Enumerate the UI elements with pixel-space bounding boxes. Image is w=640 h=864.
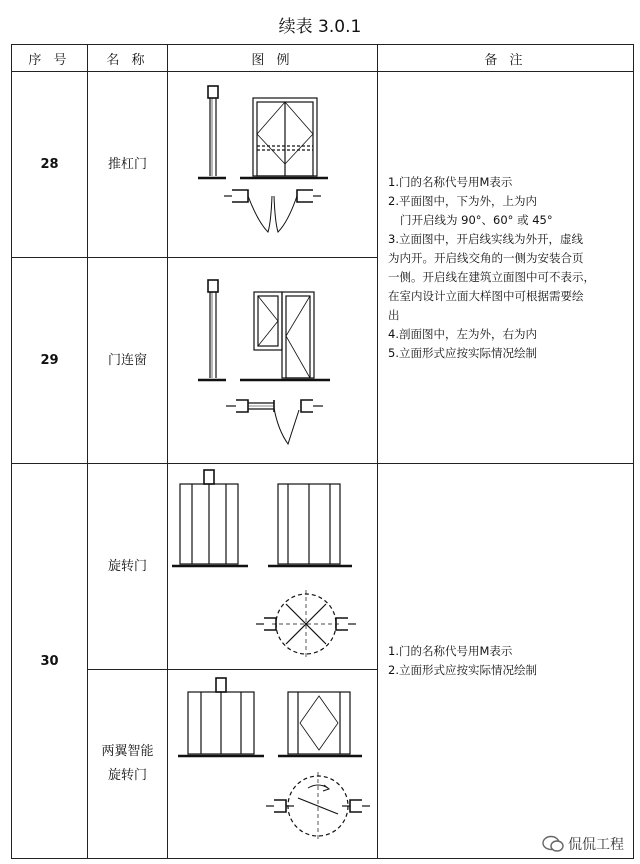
remarks-cell [378,72,634,464]
figure-cell [168,72,378,258]
table-row [12,72,634,258]
table-title: 续表 3.0.1 [278,17,362,37]
wechat-icon [542,835,564,853]
remark-line: 1.门的名称代号用M表示 [388,174,513,189]
door-legend-table [11,44,634,859]
remark-line: 2.立面形式应按实际情况绘制 [388,663,537,677]
watermark-text: 侃侃工程 [568,837,624,853]
remarks-cell [378,464,634,859]
row-number: 28 [12,72,88,258]
figure-cell [168,464,378,670]
door-with-window-drawing [168,258,376,462]
remark-line: 一侧。开启线在建筑立面图中可不表示， [388,269,595,284]
header-figure: 图 例 [168,45,378,72]
row-number: 30 [12,464,88,859]
remark-line: 3.立面图中，开启线实线为外开，虚线 [388,231,583,246]
row-name: 推杠门 [88,72,168,258]
figure-cell [168,670,378,859]
two-wing-smart-revolving-door-drawing [168,670,376,858]
header-name: 名 称 [88,45,168,72]
header-row [12,45,634,72]
remark-line: 1.门的名称代号用M表示 [388,644,513,658]
remark-line: 出 [388,307,400,322]
push-bar-door-drawing [168,72,376,256]
figure-cell [168,258,378,464]
remark-line: 门开启线为 90°、60° 或 45° [400,212,553,227]
table-row [12,464,634,670]
row-name-line: 两翼智能 [101,744,154,759]
remark-line: 在室内设计立面大样图中可根据需要绘 [388,288,584,303]
row-name: 门连窗 [88,258,168,464]
header-no: 序 号 [12,45,88,72]
revolving-door-drawing [168,464,376,668]
watermark [542,834,624,854]
remark-line: 为内开。开启线交角的一侧为安装合页 [388,250,584,265]
remark-line: 4.剖面图中，左为外，右为内 [388,326,537,341]
header-remarks: 备 注 [378,45,634,72]
row-name [88,670,168,859]
row-name-line: 旋转门 [107,768,147,783]
remark-line: 5.立面形式应按实际情况绘制 [388,345,537,360]
row-name: 旋转门 [88,464,168,670]
remark-line: 2.平面图中，下为外，上为内 [388,193,537,208]
row-number: 29 [12,258,88,464]
